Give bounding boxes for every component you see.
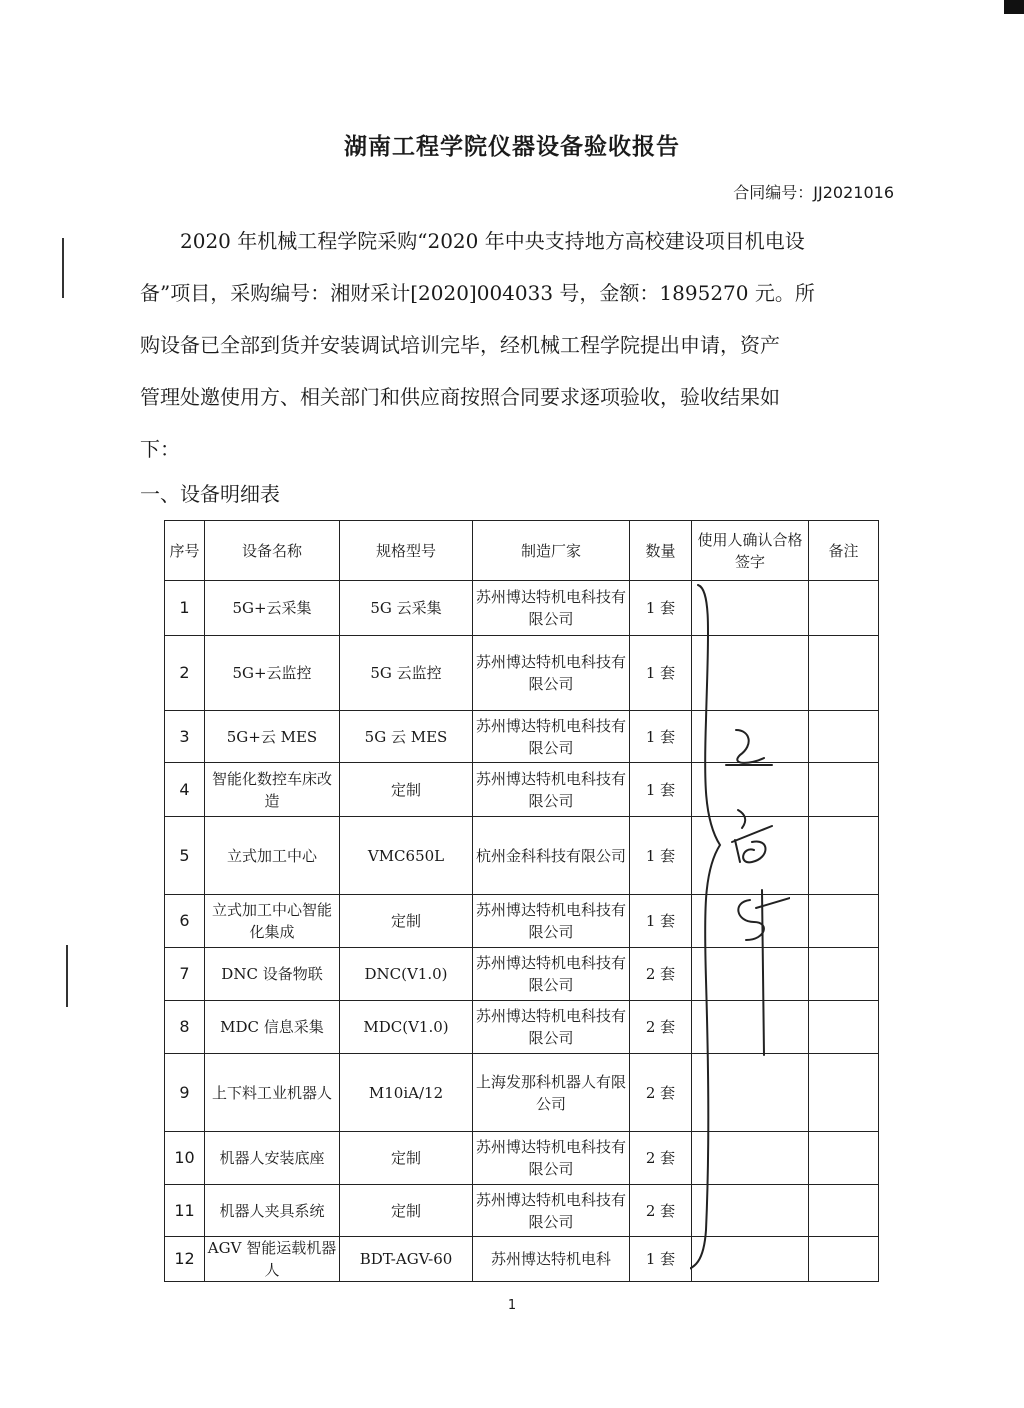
signature-stroke (762, 890, 764, 1055)
signature-stroke (736, 730, 764, 763)
cell-name: MDC 信息采集 (205, 1001, 340, 1054)
cell-model: 5G 云采集 (340, 581, 473, 636)
cell-remark (809, 1001, 879, 1054)
cell-maker: 苏州博达特机电科技有限公司 (473, 948, 630, 1001)
cell-qty: 2 套 (630, 948, 692, 1001)
cell-model: 定制 (340, 895, 473, 948)
cell-remark (809, 1185, 879, 1237)
cell-no: 10 (165, 1132, 205, 1185)
cell-name: 上下料工业机器人 (205, 1054, 340, 1132)
header-no: 序号 (165, 521, 205, 581)
paragraph-line: 管理处邀使用方、相关部门和供应商按照合同要求逐项验收，验收结果如 (140, 385, 780, 409)
corner-mark (1004, 0, 1024, 14)
cell-qty: 1 套 (630, 895, 692, 948)
contract-value: JJ2021016 (813, 183, 894, 202)
cell-maker: 苏州博达特机电科技有限公司 (473, 763, 630, 817)
header-signature: 使用人确认合格签字 (692, 521, 809, 581)
cell-model: 5G 云 MES (340, 711, 473, 763)
report-title: 湖南工程学院仪器设备验收报告 (344, 134, 680, 160)
paragraph-line: 备”项目，采购编号：湘财采计[2020]004033 号，金额：1895270 元。所 (140, 281, 815, 305)
cell-no: 3 (165, 711, 205, 763)
cell-name: 5G+云监控 (205, 636, 340, 711)
cell-model: 5G 云监控 (340, 636, 473, 711)
table-header-row (165, 521, 879, 581)
section-heading: 一、设备明细表 (140, 482, 280, 506)
cell-name: 智能化数控车床改造 (205, 763, 340, 817)
cell-maker: 苏州博达特机电科技有限公司 (473, 581, 630, 636)
cell-maker: 苏州博达特机电科 (473, 1237, 630, 1282)
signature-stroke (743, 841, 765, 862)
cell-name: 5G+云采集 (205, 581, 340, 636)
cell-no: 11 (165, 1185, 205, 1237)
cell-maker: 苏州博达特机电科技有限公司 (473, 1132, 630, 1185)
cell-name: 机器人安装底座 (205, 1132, 340, 1185)
paragraph-line: 下： (140, 437, 180, 461)
cell-name: AGV 智能运载机器人 (205, 1237, 340, 1282)
cell-model: MDC(V1.0) (340, 1001, 473, 1054)
cell-maker: 苏州博达特机电科技有限公司 (473, 895, 630, 948)
cell-maker: 苏州博达特机电科技有限公司 (473, 1185, 630, 1237)
cell-qty: 2 套 (630, 1185, 692, 1237)
cell-remark (809, 711, 879, 763)
cell-qty: 1 套 (630, 636, 692, 711)
cell-model: 定制 (340, 763, 473, 817)
cell-model: 定制 (340, 1185, 473, 1237)
cell-model: DNC(V1.0) (340, 948, 473, 1001)
cell-no: 5 (165, 817, 205, 895)
cell-qty: 1 套 (630, 1237, 692, 1282)
cell-no: 6 (165, 895, 205, 948)
left-edge-mark (62, 238, 64, 298)
cell-remark (809, 817, 879, 895)
cell-model: 定制 (340, 1132, 473, 1185)
page-number: 1 (507, 1298, 517, 1313)
cell-maker: 苏州博达特机电科技有限公司 (473, 1001, 630, 1054)
cell-remark (809, 895, 879, 948)
cell-qty: 2 套 (630, 1001, 692, 1054)
paragraph-line: 购设备已全部到货并安装调试培训完毕，经机械工程学院提出申请，资产 (140, 333, 780, 357)
cell-no: 2 (165, 636, 205, 711)
cell-name: 机器人夹具系统 (205, 1185, 340, 1237)
header-maker: 制造厂家 (473, 521, 630, 581)
cell-qty: 1 套 (630, 581, 692, 636)
cell-remark (809, 636, 879, 711)
intro-paragraph (140, 215, 890, 475)
cell-model: BDT-AGV-60 (340, 1237, 473, 1282)
left-edge-mark (66, 945, 68, 1007)
cell-qty: 1 套 (630, 711, 692, 763)
cell-maker: 苏州博达特机电科技有限公司 (473, 711, 630, 763)
cell-maker: 苏州博达特机电科技有限公司 (473, 636, 630, 711)
contract-number (733, 180, 894, 203)
cell-name: DNC 设备物联 (205, 948, 340, 1001)
cell-model: VMC650L (340, 817, 473, 895)
header-name: 设备名称 (205, 521, 340, 581)
handwritten-signature (690, 580, 790, 1280)
signature-brace (690, 585, 720, 1272)
cell-maker: 上海发那科机器人有限公司 (473, 1054, 630, 1132)
cell-name: 立式加工中心智能化集成 (205, 895, 340, 948)
cell-no: 4 (165, 763, 205, 817)
cell-no: 9 (165, 1054, 205, 1132)
cell-remark (809, 948, 879, 1001)
signature-stroke (756, 898, 790, 908)
cell-remark (809, 581, 879, 636)
cell-model: M10iA/12 (340, 1054, 473, 1132)
cell-qty: 2 套 (630, 1054, 692, 1132)
cell-remark (809, 763, 879, 817)
cell-qty: 2 套 (630, 1132, 692, 1185)
cell-no: 7 (165, 948, 205, 1001)
cell-no: 12 (165, 1237, 205, 1282)
header-model: 规格型号 (340, 521, 473, 581)
cell-qty: 1 套 (630, 817, 692, 895)
cell-remark (809, 1237, 879, 1282)
paragraph-line: 2020 年机械工程学院采购“2020 年中央支持地方高校建设项目机电设 (180, 229, 805, 253)
contract-label: 合同编号： (733, 183, 814, 202)
signature-stroke (735, 840, 740, 862)
cell-name: 立式加工中心 (205, 817, 340, 895)
header-qty: 数量 (630, 521, 692, 581)
signature-stroke (732, 826, 772, 842)
cell-remark (809, 1054, 879, 1132)
cell-qty: 1 套 (630, 763, 692, 817)
cell-remark (809, 1132, 879, 1185)
cell-maker: 杭州金科科技有限公司 (473, 817, 630, 895)
header-remark: 备注 (809, 521, 879, 581)
cell-no: 8 (165, 1001, 205, 1054)
signature-stroke (738, 810, 745, 828)
cell-name: 5G+云 MES (205, 711, 340, 763)
cell-no: 1 (165, 581, 205, 636)
